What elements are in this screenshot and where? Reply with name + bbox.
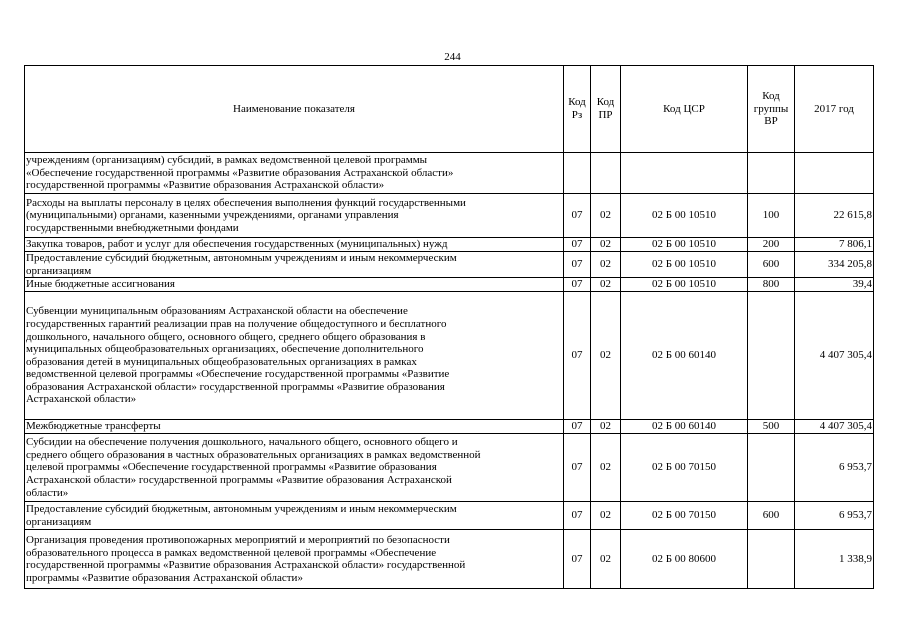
header-vr-line: группы [753, 102, 789, 115]
row-csr: 02 Б 00 80600 [621, 530, 748, 589]
row-rz: 07 [564, 530, 591, 589]
row-amount: 22 615,8 [795, 194, 874, 238]
row-pr: 02 [591, 194, 621, 238]
row-name-line: Астраханской области» [26, 393, 137, 406]
row-vr: 100 [748, 194, 795, 238]
budget-table [24, 65, 874, 589]
row-name-line: «Обеспечение государственной программы «Развитие образования Астраханской области» [26, 166, 454, 179]
row-name [25, 238, 564, 252]
row-name-line: среднего общего образования в частных образовательных организациях в рамках ведомственной [26, 448, 481, 461]
row-pr: 02 [591, 434, 621, 502]
table-row [25, 434, 874, 502]
row-vr: 200 [748, 238, 795, 252]
row-amount: 6 953,7 [795, 434, 874, 502]
table-row [25, 238, 874, 252]
row-name-line: учреждениям (организациям) субсидий, в рамках ведомственной целевой программы [26, 154, 428, 167]
row-name [25, 278, 564, 292]
row-amount [795, 153, 874, 194]
row-name-line: Предоставление субсидий бюджетным, автономным учреждениям и иным некоммерческим [26, 503, 457, 516]
row-name [25, 153, 564, 194]
row-name-line: Расходы на выплаты персоналу в целях обеспечения выполнения функций государственными [26, 196, 466, 209]
row-pr [591, 153, 621, 194]
row-name-line: программы «Развитие образования Астраханской области» [26, 571, 303, 584]
row-name-line: образования детей в муниципальных общеобразовательных организациях в рамках [26, 355, 417, 368]
row-pr: 02 [591, 252, 621, 278]
row-vr: 600 [748, 252, 795, 278]
row-name [25, 252, 564, 278]
header-csr: Код ЦСР [621, 66, 748, 153]
row-rz: 07 [564, 502, 591, 530]
row-amount: 39,4 [795, 278, 874, 292]
row-name [25, 194, 564, 238]
row-pr: 02 [591, 502, 621, 530]
table-row [25, 278, 874, 292]
row-name-line: образовательного процесса в рамках ведомственной целевой программы «Обеспечение [26, 546, 437, 559]
row-name-line: государственной программы «Развитие образования Астраханской области» [26, 179, 385, 192]
page-number: 244 [444, 51, 461, 63]
row-amount: 4 407 305,4 [795, 292, 874, 420]
row-name-line: образования Астраханской области» государственной программы «Развитие образования [26, 380, 445, 393]
row-name-line: государственной программы «Развитие образования Астраханской области» государственной [26, 559, 466, 572]
table-row [25, 153, 874, 194]
table-row [25, 420, 874, 434]
row-rz: 07 [564, 420, 591, 434]
header-rz [564, 66, 591, 153]
row-pr: 02 [591, 238, 621, 252]
row-amount: 1 338,9 [795, 530, 874, 589]
row-name-line: ведомственной целевой программы «Обеспечение государственной программы «Развитие [26, 368, 450, 381]
row-name-line: организациям [26, 264, 92, 277]
header-vr-line: Код [762, 90, 780, 103]
header-pr [591, 66, 621, 153]
table-header-row [25, 66, 874, 153]
row-rz: 07 [564, 278, 591, 292]
row-rz: 07 [564, 194, 591, 238]
row-name [25, 530, 564, 589]
table-row [25, 194, 874, 238]
row-name [25, 420, 564, 434]
header-name: Наименование показателя [25, 66, 564, 153]
row-name-line: дошкольного, начального общего, основного общего, среднего общего образования в [26, 330, 426, 343]
row-name-line: Предоставление субсидий бюджетным, автономным учреждениям и иным некоммерческим [26, 252, 457, 264]
header-rz-line: Рз [571, 109, 583, 121]
row-name-line: Субвенции муниципальным образованиям Астраханской области на обеспечение [26, 305, 408, 318]
row-csr: 02 Б 00 10510 [621, 252, 748, 278]
row-rz: 07 [564, 292, 591, 420]
row-name [25, 502, 564, 530]
row-pr: 02 [591, 530, 621, 589]
row-vr [748, 530, 795, 589]
row-name-line: организациям [26, 515, 92, 528]
table-row [25, 292, 874, 420]
row-rz: 07 [564, 238, 591, 252]
table-row [25, 530, 874, 589]
row-vr [748, 434, 795, 502]
header-vr-line: ВР [764, 115, 778, 128]
row-vr: 600 [748, 502, 795, 530]
row-name [25, 434, 564, 502]
table-row [25, 252, 874, 278]
row-pr: 02 [591, 420, 621, 434]
row-csr [621, 153, 748, 194]
row-name-line: Субсидии на обеспечение получения дошкольного, начального общего, основного общего и [26, 436, 458, 449]
header-pr-line: ПР [598, 109, 613, 121]
row-vr: 800 [748, 278, 795, 292]
row-csr: 02 Б 00 10510 [621, 238, 748, 252]
table-row [25, 502, 874, 530]
header-pr-line: Код [596, 96, 615, 109]
row-name-line: Астраханской области» государственной программы «Развитие образования Астраханской [26, 473, 452, 486]
row-csr: 02 Б 00 60140 [621, 292, 748, 420]
row-name-line: (муниципальными) органами, казенными учреждениями, органами управления [26, 209, 399, 222]
header-rz-line: Код [568, 96, 586, 109]
row-pr: 02 [591, 292, 621, 420]
header-year: 2017 год [795, 66, 874, 153]
row-vr [748, 292, 795, 420]
row-rz: 07 [564, 434, 591, 502]
row-csr: 02 Б 00 10510 [621, 278, 748, 292]
row-rz [564, 153, 591, 194]
row-csr: 02 Б 00 70150 [621, 434, 748, 502]
row-pr: 02 [591, 278, 621, 292]
row-name-line: государственных гарантий реализации прав на получение общедоступного и бесплатного [26, 317, 447, 330]
row-name-line: государственными внебюджетными фондами [26, 221, 239, 234]
row-amount: 334 205,8 [795, 252, 874, 278]
row-name-line: области» [26, 486, 69, 499]
row-name-line: муниципальных общеобразовательных организациях, обеспечение дополнительного [26, 343, 424, 356]
row-rz: 07 [564, 252, 591, 278]
row-name-line: целевой программы «Обеспечение государственной программы «Развитие образования [26, 461, 437, 474]
row-vr: 500 [748, 420, 795, 434]
row-name-line: Межбюджетные трансферты [26, 420, 161, 433]
row-name-line: Иные бюджетные ассигнования [26, 278, 175, 291]
header-vr [748, 66, 795, 153]
row-amount: 6 953,7 [795, 502, 874, 530]
row-name [25, 292, 564, 420]
row-amount: 7 806,1 [795, 238, 874, 252]
row-vr [748, 153, 795, 194]
row-amount: 4 407 305,4 [795, 420, 874, 434]
row-name-line: Организация проведения противопожарных мероприятий и мероприятий по безопасности [26, 534, 450, 546]
row-name-line: Закупка товаров, работ и услуг для обеспечения государственных (муниципальных) нужд [26, 238, 448, 251]
row-csr: 02 Б 00 10510 [621, 194, 748, 238]
row-csr: 02 Б 00 60140 [621, 420, 748, 434]
row-csr: 02 Б 00 70150 [621, 502, 748, 530]
